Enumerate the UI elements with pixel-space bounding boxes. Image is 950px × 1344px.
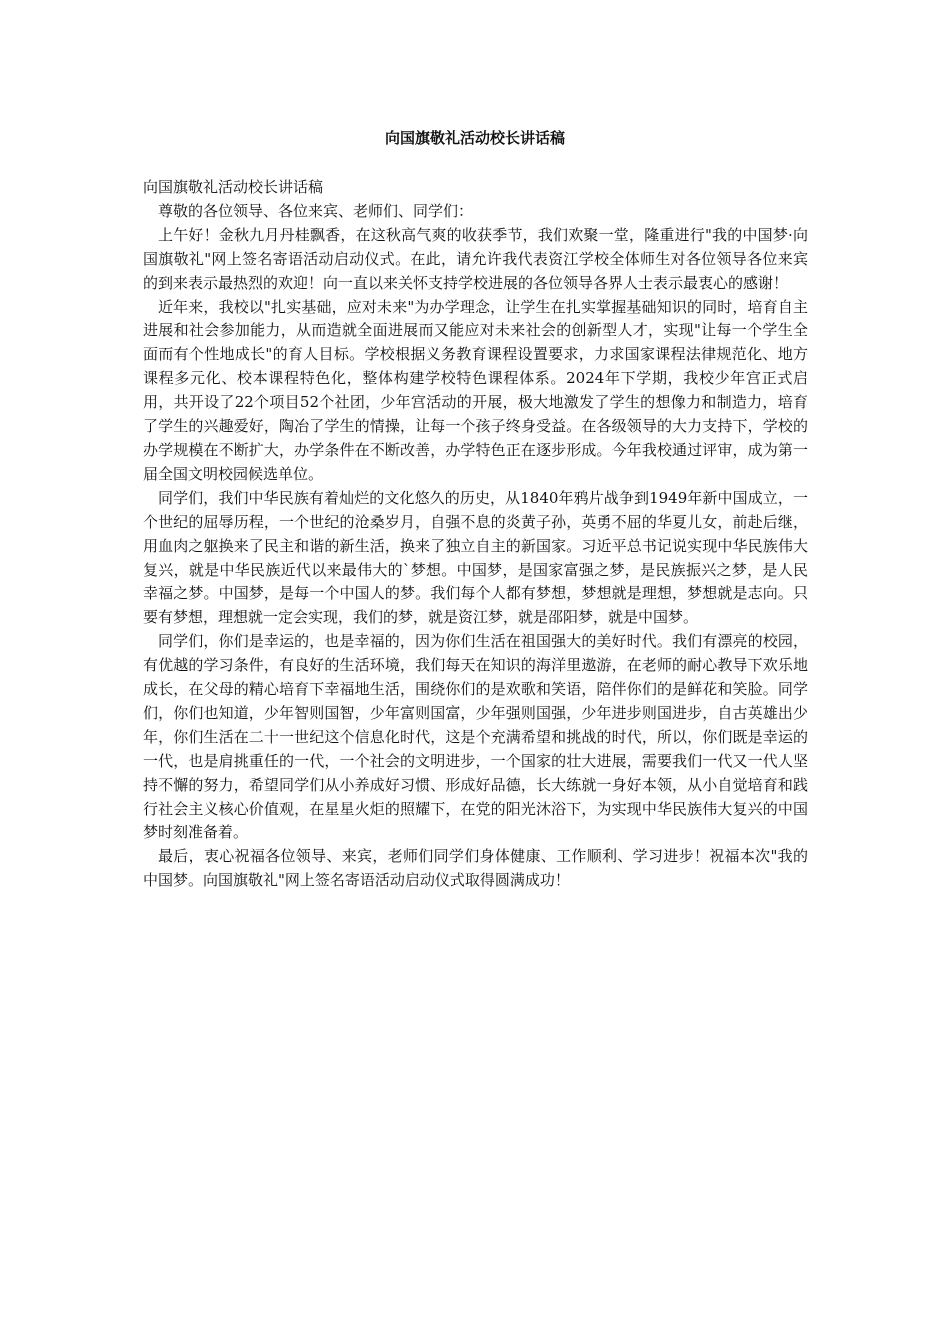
greeting-paragraph: 上午好！金秋九月丹桂飘香，在这秋高气爽的收获季节，我们欢聚一堂，隆重进行"我的中国梦·向国旗敬礼"网上签名寄语活动启动仪式。在此，请允许我代表资江学校全体师生对各位领导各位来宾的到来表示最热烈的欢迎！向一直以来关怀支持学校进展的各位领导各界人士表示最衷心的感谢！ [143, 225, 808, 292]
document-title: 向国旗敬礼活动校长讲话稿 [384, 129, 565, 147]
closing-paragraph: 最后，衷心祝福各位领导、来宾，老师们同学们身体健康、工作顺利、学习进步！祝福本次"我的中国梦。向国旗敬礼"网上签名寄语活动启动仪式取得圆满成功！ [143, 847, 808, 890]
school-development-paragraph: 近年来，我校以"扎实基础，应对未来"为办学理念，让学生在扎实掌握基础知识的同时，培育自主进展和社会参加能力，从而造就全面进展而又能应对未来社会的创新型人才，实现"让每一个学生全面而有个性地成长"的育人目标。学校根据义务教育课程设置要求，力求国家课程法律规范化、地方课程多元化、校本课程特色化，整体构建学校特色课程体系。2024年下学期，我校少年宫正式启用，共开设了22个项目52个社团，少年宫活动的开展，极大地激发了学生的想像力和制造力，培育了学生的兴趣爱好，陶冶了学生的情操，让每一个孩子终身受益。在各级领导的大力支持下，学校的办学规模在不断扩大，办学条件在不断改善，办学特色正在逐步形成。今年我校通过评审，成为第一届全国文明校园候选单位。 [143, 297, 808, 483]
chinese-dream-paragraph: 同学们，我们中华民族有着灿烂的文化悠久的历史，从1840年鸦片战争到1949年新中国成立，一个世纪的屈辱历程，一个世纪的沧桑岁月，自强不息的炎黄子孙，英勇不屈的华夏儿女，前赴后继，用血肉之躯换来了民主和谐的新生活，换来了独立自主的新国家。习近平总书记说实现中华民族伟大复兴，就是中华民族近代以来最伟大的`梦想。中国梦，是国家富强之梦，是民族振兴之梦，是人民幸福之梦。中国梦，是每一个中国人的梦。我们每个人都有梦想，梦想就是理想，梦想就是志向。只要有梦想，理想就一定会实现，我们的梦，就是资江梦，就是邵阳梦，就是中国梦。 [143, 488, 808, 627]
document-body [143, 176, 808, 893]
document-subtitle: 向国旗敬礼活动校长讲话稿 [143, 178, 324, 196]
salutation-paragraph: 尊敬的各位领导、各位来宾、老师们、同学们： [158, 201, 474, 220]
students-paragraph: 同学们，你们是幸运的，也是幸福的，因为你们生活在祖国强大的美好时代。我们有漂亮的校园，有优越的学习条件，有良好的生活环境，我们每天在知识的海洋里遨游，在老师的耐心教导下欢乐地成长，在父母的精心培育下幸福地生活，围绕你们的是欢歌和笑语，陪伴你们的是鲜花和笑脸。同学们，你们也知道，少年智则国智，少年富则国富，少年强则国强，少年进步则国进步，自古英雄出少年，你们生活在二十一世纪这个信息化时代，这是个充满希望和挑战的时代，所以，你们既是幸运的一代，也是肩挑重任的一代，一个社会的文明进步，一个国家的壮大进展，需要我们一代又一代人坚持不懈的努力，希望同学们从小养成好习惯、形成好品德，长大练就一身好本领，从小自觉培育和践行社会主义核心价值观，在星星火炬的照耀下，在党的阳光沐浴下，为实现中华民族伟大复兴的中国梦时刻准备着。 [143, 632, 808, 842]
